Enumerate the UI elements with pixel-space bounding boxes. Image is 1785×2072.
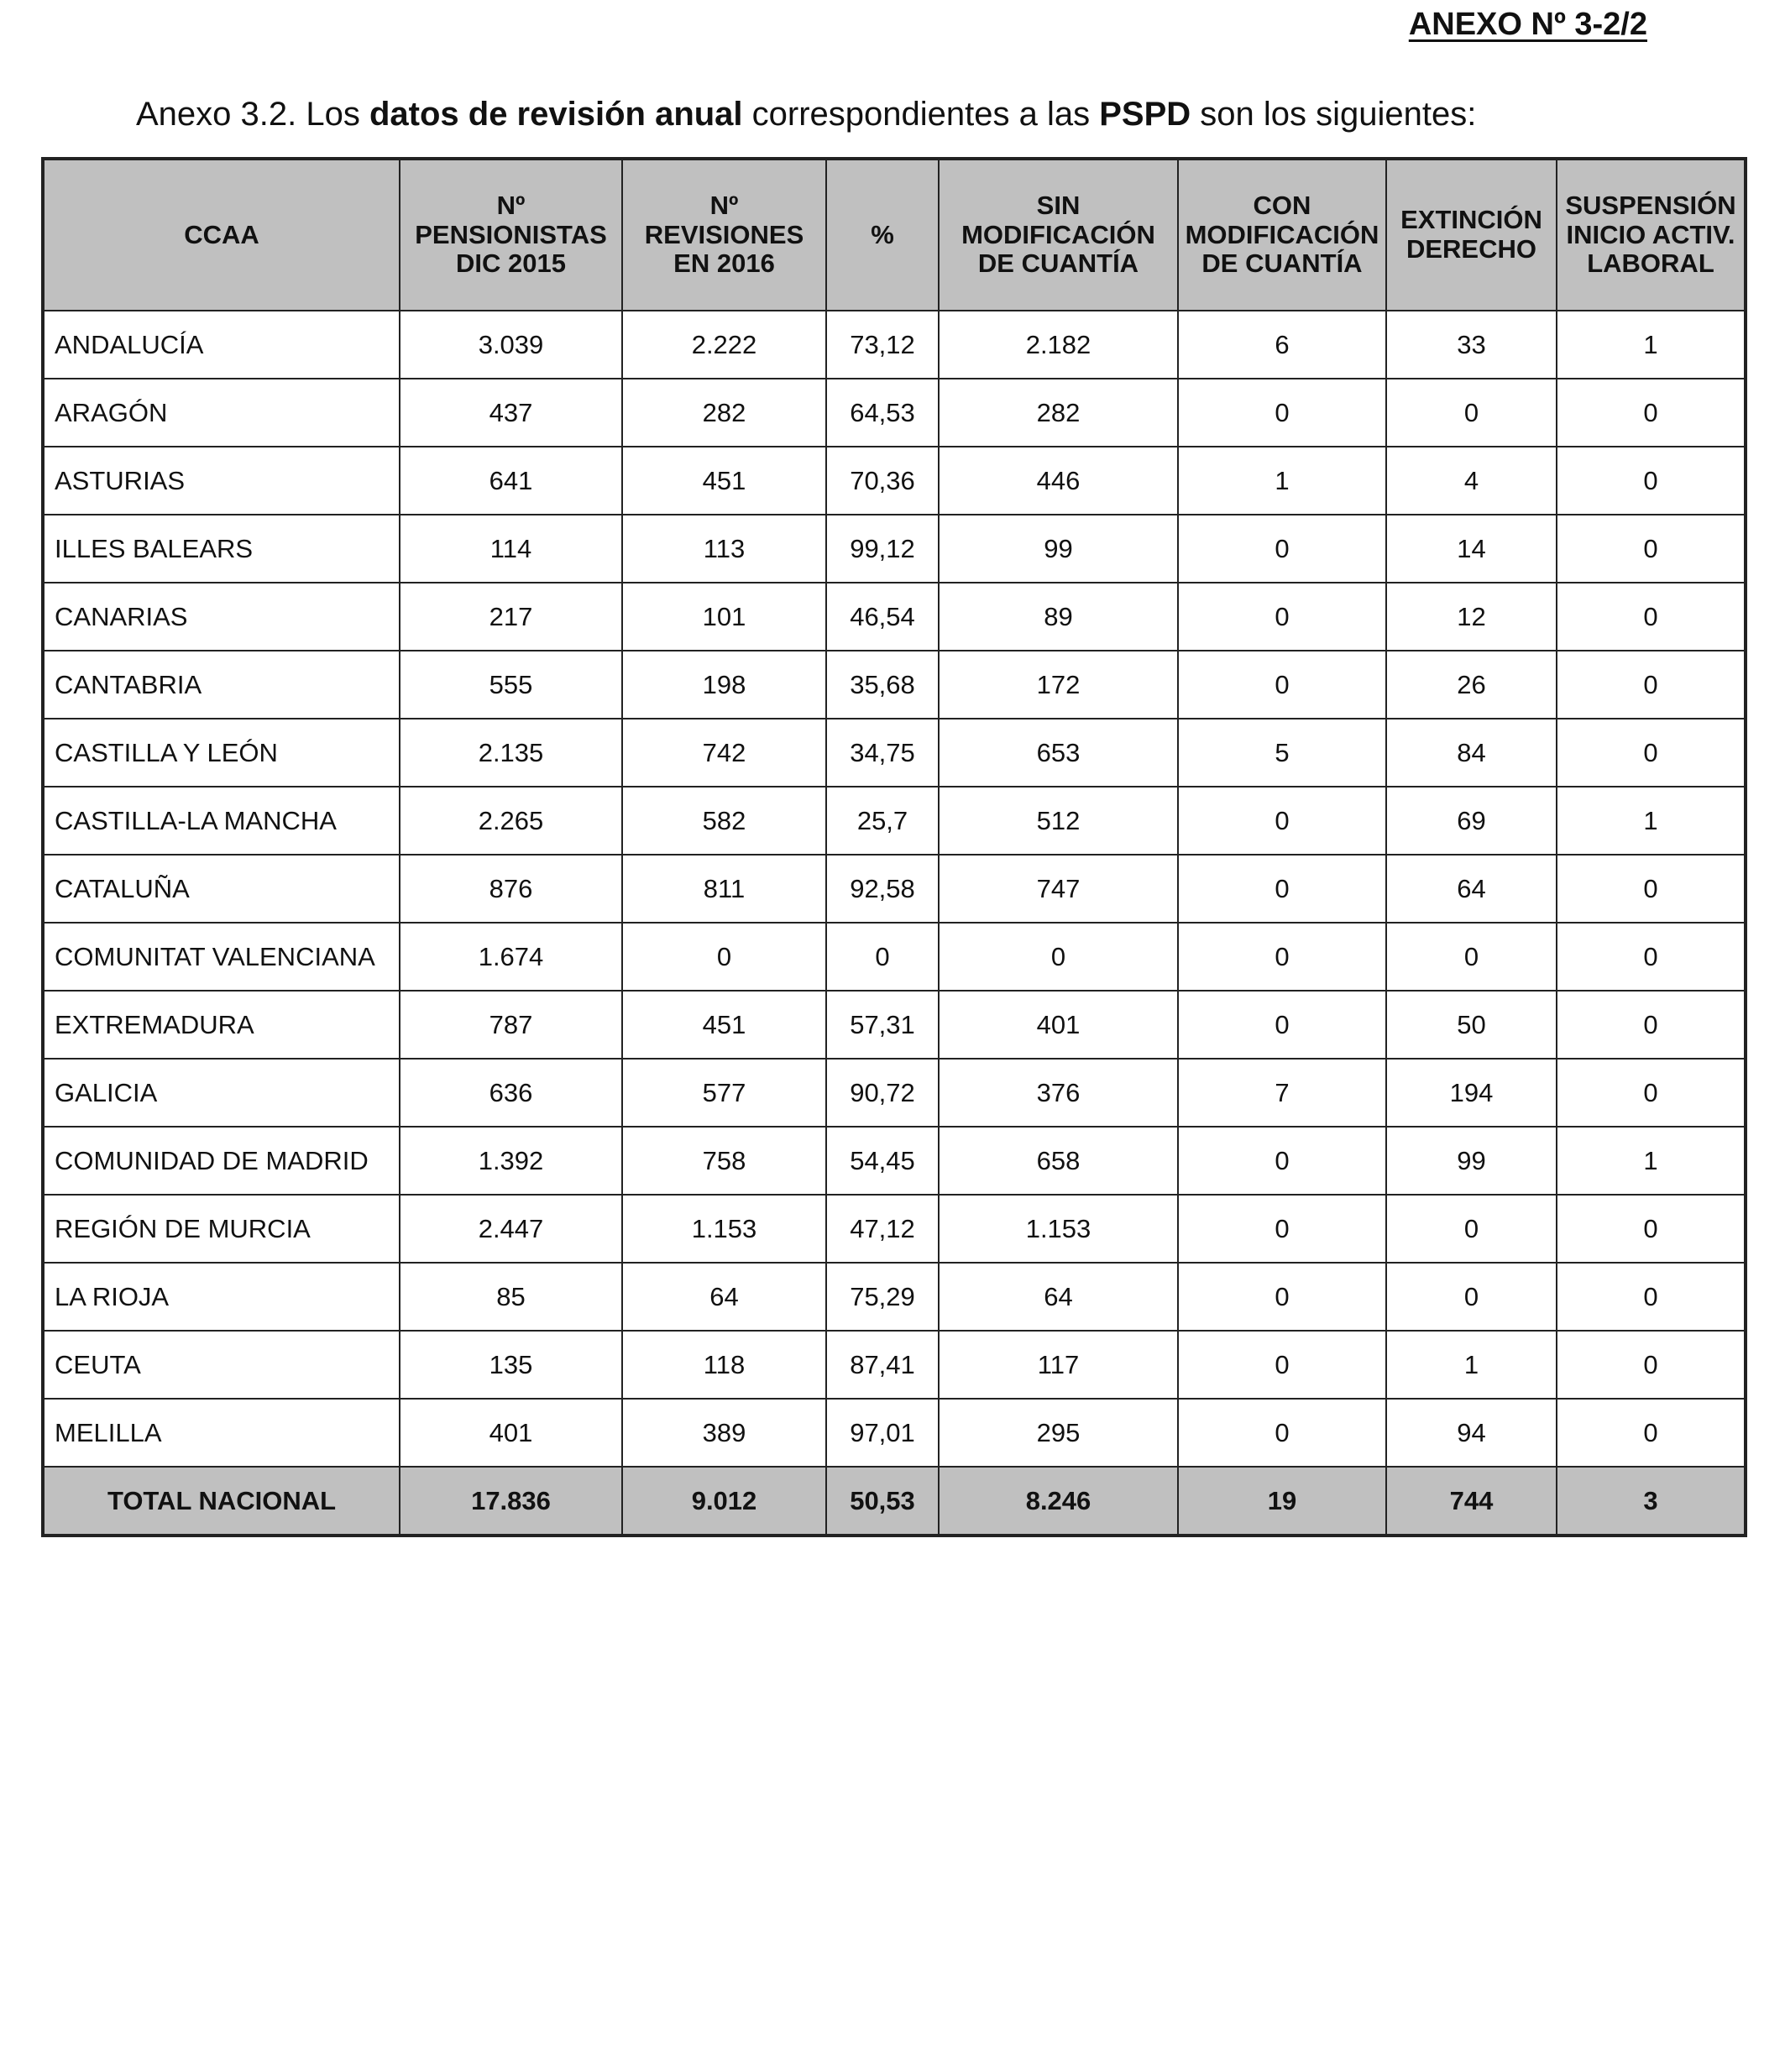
cell-work-start-suspension: 0 <box>1557 515 1746 583</box>
cell-right-extinction: 33 <box>1386 311 1557 379</box>
cell-percent: 70,36 <box>826 447 939 515</box>
table-row <box>43 1127 1746 1195</box>
cell-reviews-2016: 758 <box>622 1127 826 1195</box>
cell-percent: 25,7 <box>826 787 939 855</box>
cell-pensioners-dec-2015: 641 <box>400 447 622 515</box>
table-row <box>43 651 1746 719</box>
cell-no-amount-change: 99 <box>939 515 1178 583</box>
column-header-line: Nº <box>496 190 526 220</box>
table-row <box>43 447 1746 515</box>
cell-amount-change: 0 <box>1178 991 1386 1059</box>
column-header-work-start-suspension <box>1557 159 1746 311</box>
cell-right-extinction: 69 <box>1386 787 1557 855</box>
column-header-amount-change <box>1178 159 1386 311</box>
cell-reviews-2016: 101 <box>622 583 826 651</box>
column-header-line: MODIFICACIÓN <box>1185 219 1379 249</box>
table-body <box>43 311 1746 1467</box>
cell-pensioners-dec-2015: 401 <box>400 1399 622 1467</box>
cell-right-extinction: 50 <box>1386 991 1557 1059</box>
column-header-line: % <box>871 219 894 249</box>
cell-work-start-suspension: 0 <box>1557 719 1746 787</box>
cell-pensioners-dec-2015: 135 <box>400 1331 622 1399</box>
row-label-ccaa: EXTREMADURA <box>43 991 400 1059</box>
cell-right-extinction: 194 <box>1386 1059 1557 1127</box>
cell-work-start-suspension: 0 <box>1557 1331 1746 1399</box>
row-label-ccaa: CEUTA <box>43 1331 400 1399</box>
cell-right-extinction: 0 <box>1386 1263 1557 1331</box>
cell-no-amount-change: 282 <box>939 379 1178 447</box>
row-label-ccaa: CATALUÑA <box>43 855 400 923</box>
cell-right-extinction: 0 <box>1386 923 1557 991</box>
column-header-ccaa <box>43 159 400 311</box>
column-header-line: DERECHO <box>1405 234 1536 264</box>
cell-no-amount-change: 2.182 <box>939 311 1178 379</box>
cell-amount-change: 0 <box>1178 855 1386 923</box>
column-header-line: INICIO ACTIV. <box>1566 219 1735 249</box>
cell-reviews-2016: 282 <box>622 379 826 447</box>
column-header-line: EXTINCIÓN <box>1400 205 1542 235</box>
total-no-amount-change: 8.246 <box>939 1467 1178 1536</box>
cell-work-start-suspension: 0 <box>1557 1399 1746 1467</box>
cell-amount-change: 5 <box>1178 719 1386 787</box>
cell-pensioners-dec-2015: 85 <box>400 1263 622 1331</box>
cell-percent: 87,41 <box>826 1331 939 1399</box>
cell-reviews-2016: 451 <box>622 447 826 515</box>
cell-reviews-2016: 742 <box>622 719 826 787</box>
cell-percent: 47,12 <box>826 1195 939 1263</box>
column-header-right-extinction <box>1386 159 1557 311</box>
cell-work-start-suspension: 0 <box>1557 923 1746 991</box>
table-row <box>43 583 1746 651</box>
cell-amount-change: 0 <box>1178 1399 1386 1467</box>
cell-amount-change: 0 <box>1178 1195 1386 1263</box>
header-row <box>43 159 1746 311</box>
cell-work-start-suspension: 0 <box>1557 447 1746 515</box>
cell-work-start-suspension: 0 <box>1557 1059 1746 1127</box>
column-header-line: CCAA <box>184 219 259 249</box>
column-header-line: EN 2016 <box>673 249 775 279</box>
cell-reviews-2016: 118 <box>622 1331 826 1399</box>
cell-reviews-2016: 811 <box>622 855 826 923</box>
cell-percent: 90,72 <box>826 1059 939 1127</box>
cell-reviews-2016: 451 <box>622 991 826 1059</box>
cell-amount-change: 0 <box>1178 583 1386 651</box>
column-header-pensioners-dec-2015 <box>400 159 622 311</box>
row-label-ccaa: ANDALUCÍA <box>43 311 400 379</box>
total-amount-change: 19 <box>1178 1467 1386 1536</box>
cell-right-extinction: 1 <box>1386 1331 1557 1399</box>
cell-pensioners-dec-2015: 437 <box>400 379 622 447</box>
cell-percent: 97,01 <box>826 1399 939 1467</box>
cell-right-extinction: 94 <box>1386 1399 1557 1467</box>
cell-percent: 99,12 <box>826 515 939 583</box>
intro-bold-pspd: PSPD <box>1099 96 1191 133</box>
cell-no-amount-change: 446 <box>939 447 1178 515</box>
table-row <box>43 1059 1746 1127</box>
cell-pensioners-dec-2015: 3.039 <box>400 311 622 379</box>
cell-work-start-suspension: 0 <box>1557 991 1746 1059</box>
total-pensioners-dec-2015: 17.836 <box>400 1467 622 1536</box>
cell-amount-change: 0 <box>1178 787 1386 855</box>
cell-amount-change: 1 <box>1178 447 1386 515</box>
row-label-ccaa: GALICIA <box>43 1059 400 1127</box>
cell-work-start-suspension: 0 <box>1557 1263 1746 1331</box>
cell-amount-change: 0 <box>1178 1263 1386 1331</box>
cell-no-amount-change: 747 <box>939 855 1178 923</box>
table-row <box>43 1263 1746 1331</box>
intro-prefix: Anexo 3.2. Los <box>136 96 369 133</box>
column-header-line: LABORAL <box>1587 249 1714 279</box>
intro-suffix: son los siguientes: <box>1191 96 1477 133</box>
cell-no-amount-change: 172 <box>939 651 1178 719</box>
row-label-ccaa: MELILLA <box>43 1399 400 1467</box>
cell-work-start-suspension: 0 <box>1557 583 1746 651</box>
cell-reviews-2016: 577 <box>622 1059 826 1127</box>
row-label-ccaa: ASTURIAS <box>43 447 400 515</box>
column-header-line: SIN <box>1036 190 1081 220</box>
cell-pensioners-dec-2015: 2.447 <box>400 1195 622 1263</box>
cell-amount-change: 7 <box>1178 1059 1386 1127</box>
row-label-ccaa: CASTILLA Y LEÓN <box>43 719 400 787</box>
intro-bold-review-data: datos de revisión anual <box>369 96 743 133</box>
cell-reviews-2016: 2.222 <box>622 311 826 379</box>
cell-no-amount-change: 512 <box>939 787 1178 855</box>
cell-reviews-2016: 0 <box>622 923 826 991</box>
row-label-ccaa: COMUNITAT VALENCIANA <box>43 923 400 991</box>
cell-no-amount-change: 376 <box>939 1059 1178 1127</box>
column-header-line: DE CUANTÍA <box>977 249 1139 279</box>
cell-reviews-2016: 198 <box>622 651 826 719</box>
table-row <box>43 1399 1746 1467</box>
row-label-ccaa: REGIÓN DE MURCIA <box>43 1195 400 1263</box>
table-row <box>43 787 1746 855</box>
cell-reviews-2016: 389 <box>622 1399 826 1467</box>
cell-percent: 46,54 <box>826 583 939 651</box>
table-row <box>43 855 1746 923</box>
cell-amount-change: 0 <box>1178 515 1386 583</box>
cell-amount-change: 6 <box>1178 311 1386 379</box>
row-label-ccaa: ILLES BALEARS <box>43 515 400 583</box>
cell-no-amount-change: 117 <box>939 1331 1178 1399</box>
cell-right-extinction: 84 <box>1386 719 1557 787</box>
row-label-ccaa: COMUNIDAD DE MADRID <box>43 1127 400 1195</box>
cell-right-extinction: 0 <box>1386 379 1557 447</box>
cell-percent: 54,45 <box>826 1127 939 1195</box>
table-row <box>43 379 1746 447</box>
cell-percent: 92,58 <box>826 855 939 923</box>
total-work-start-suspension: 3 <box>1557 1467 1746 1536</box>
cell-no-amount-change: 401 <box>939 991 1178 1059</box>
row-label-ccaa: ARAGÓN <box>43 379 400 447</box>
cell-work-start-suspension: 1 <box>1557 1127 1746 1195</box>
cell-pensioners-dec-2015: 787 <box>400 991 622 1059</box>
cell-pensioners-dec-2015: 2.135 <box>400 719 622 787</box>
total-row <box>43 1467 1746 1536</box>
cell-reviews-2016: 582 <box>622 787 826 855</box>
cell-pensioners-dec-2015: 555 <box>400 651 622 719</box>
cell-percent: 57,31 <box>826 991 939 1059</box>
intro-middle: correspondientes a las <box>742 96 1100 133</box>
row-label-ccaa: CANARIAS <box>43 583 400 651</box>
cell-percent: 64,53 <box>826 379 939 447</box>
cell-pensioners-dec-2015: 1.392 <box>400 1127 622 1195</box>
table-footer <box>43 1467 1746 1536</box>
total-percent: 50,53 <box>826 1467 939 1536</box>
row-label-ccaa: LA RIOJA <box>43 1263 400 1331</box>
cell-right-extinction: 64 <box>1386 855 1557 923</box>
column-header-line: CON <box>1253 190 1311 220</box>
cell-right-extinction: 4 <box>1386 447 1557 515</box>
intro-sentence <box>136 96 1476 133</box>
cell-work-start-suspension: 0 <box>1557 855 1746 923</box>
table-row <box>43 515 1746 583</box>
cell-no-amount-change: 653 <box>939 719 1178 787</box>
cell-no-amount-change: 0 <box>939 923 1178 991</box>
cell-right-extinction: 0 <box>1386 1195 1557 1263</box>
row-label-ccaa: CASTILLA-LA MANCHA <box>43 787 400 855</box>
column-header-reviews-2016 <box>622 159 826 311</box>
column-header-line: SUSPENSIÓN <box>1565 190 1736 220</box>
cell-no-amount-change: 64 <box>939 1263 1178 1331</box>
table-row <box>43 719 1746 787</box>
table-header <box>43 159 1746 311</box>
cell-right-extinction: 12 <box>1386 583 1557 651</box>
cell-right-extinction: 99 <box>1386 1127 1557 1195</box>
cell-right-extinction: 14 <box>1386 515 1557 583</box>
cell-percent: 75,29 <box>826 1263 939 1331</box>
table-row <box>43 311 1746 379</box>
cell-right-extinction: 26 <box>1386 651 1557 719</box>
cell-reviews-2016: 64 <box>622 1263 826 1331</box>
column-header-no-amount-change <box>939 159 1178 311</box>
table-row <box>43 991 1746 1059</box>
cell-pensioners-dec-2015: 876 <box>400 855 622 923</box>
annex-reference: ANEXO Nº 3-2/2 <box>1408 7 1647 42</box>
cell-amount-change: 0 <box>1178 651 1386 719</box>
cell-pensioners-dec-2015: 114 <box>400 515 622 583</box>
cell-pensioners-dec-2015: 217 <box>400 583 622 651</box>
column-header-line: DE CUANTÍA <box>1201 249 1363 279</box>
cell-work-start-suspension: 1 <box>1557 311 1746 379</box>
cell-work-start-suspension: 0 <box>1557 1195 1746 1263</box>
cell-amount-change: 0 <box>1178 379 1386 447</box>
cell-pensioners-dec-2015: 1.674 <box>400 923 622 991</box>
cell-amount-change: 0 <box>1178 1331 1386 1399</box>
total-right-extinction: 744 <box>1386 1467 1557 1536</box>
cell-amount-change: 0 <box>1178 923 1386 991</box>
cell-work-start-suspension: 0 <box>1557 379 1746 447</box>
column-header-percent <box>826 159 939 311</box>
cell-no-amount-change: 295 <box>939 1399 1178 1467</box>
cell-percent: 35,68 <box>826 651 939 719</box>
cell-no-amount-change: 1.153 <box>939 1195 1178 1263</box>
column-header-line: PENSIONISTAS <box>415 219 607 249</box>
table-row <box>43 923 1746 991</box>
annual-review-table <box>41 157 1747 1537</box>
column-header-line: MODIFICACIÓN <box>961 219 1155 249</box>
column-header-line: DIC 2015 <box>456 249 566 279</box>
cell-reviews-2016: 1.153 <box>622 1195 826 1263</box>
column-header-line: REVISIONES <box>644 219 804 249</box>
cell-reviews-2016: 113 <box>622 515 826 583</box>
cell-pensioners-dec-2015: 636 <box>400 1059 622 1127</box>
cell-no-amount-change: 89 <box>939 583 1178 651</box>
cell-work-start-suspension: 0 <box>1557 651 1746 719</box>
cell-pensioners-dec-2015: 2.265 <box>400 787 622 855</box>
table-row <box>43 1331 1746 1399</box>
cell-percent: 0 <box>826 923 939 991</box>
row-label-ccaa: CANTABRIA <box>43 651 400 719</box>
cell-no-amount-change: 658 <box>939 1127 1178 1195</box>
total-reviews-2016: 9.012 <box>622 1467 826 1536</box>
column-header-line: Nº <box>709 190 739 220</box>
cell-amount-change: 0 <box>1178 1127 1386 1195</box>
cell-percent: 73,12 <box>826 311 939 379</box>
total-label: TOTAL NACIONAL <box>43 1467 400 1536</box>
table-row <box>43 1195 1746 1263</box>
cell-percent: 34,75 <box>826 719 939 787</box>
cell-work-start-suspension: 1 <box>1557 787 1746 855</box>
